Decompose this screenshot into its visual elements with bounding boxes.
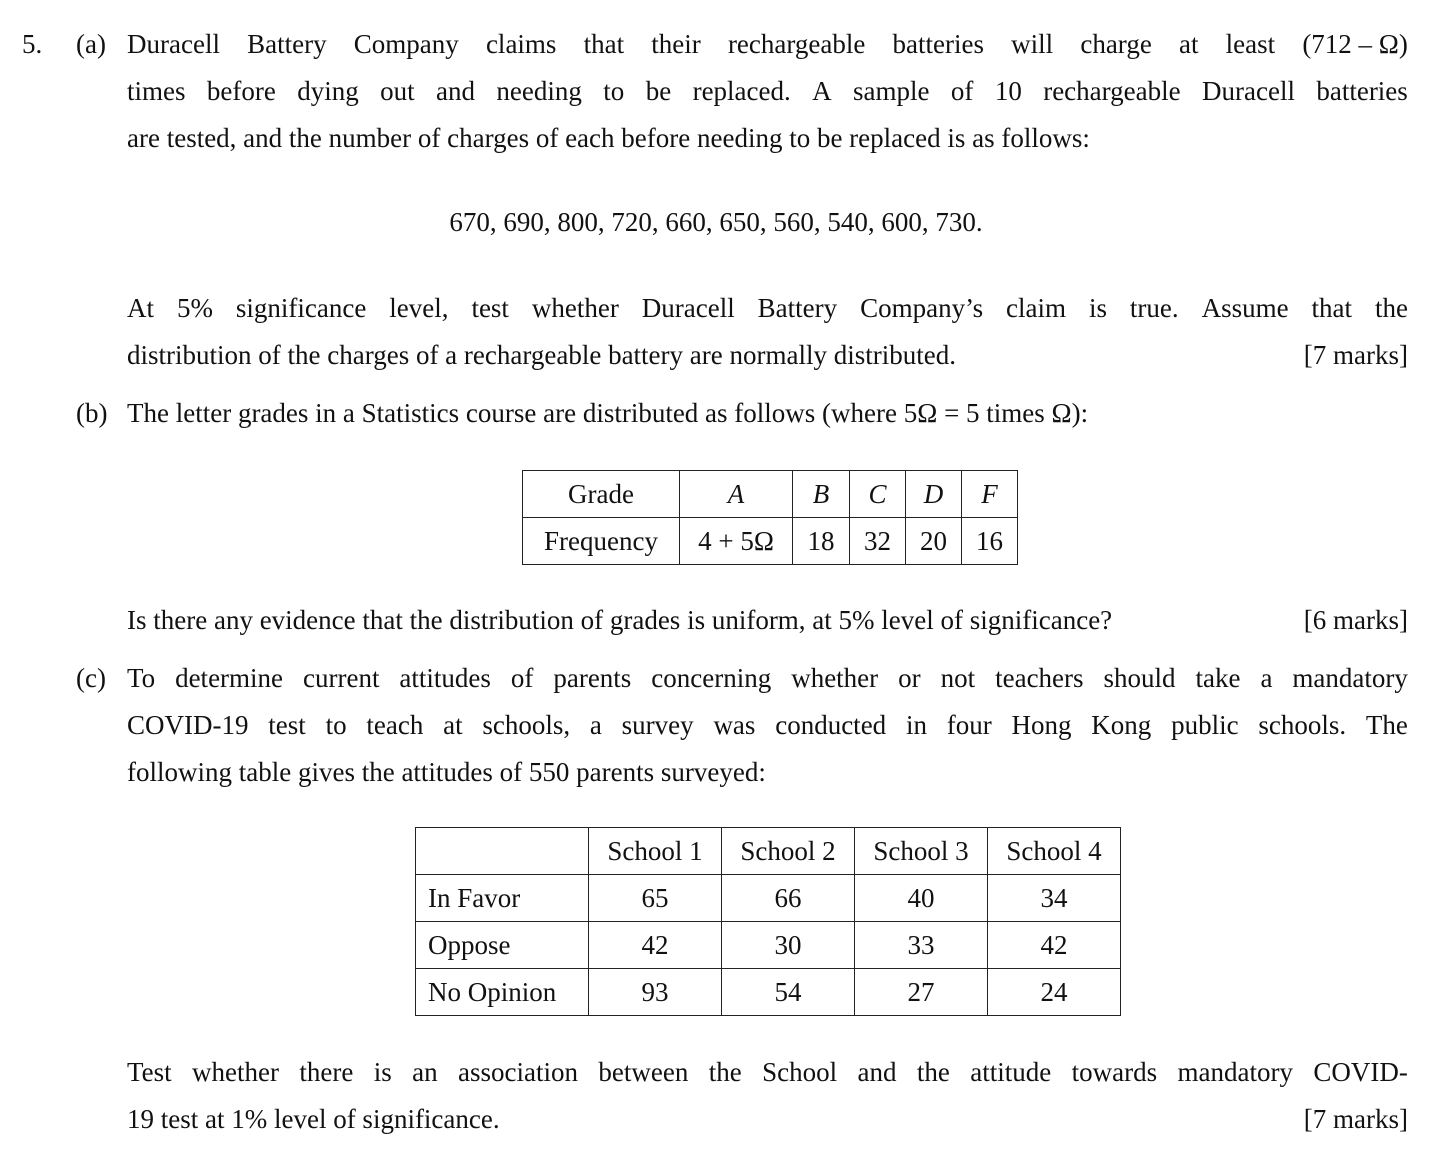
word: needing bbox=[496, 76, 582, 106]
count-cell: 93 bbox=[589, 969, 722, 1016]
part-a-line-1 bbox=[127, 26, 1408, 62]
word: take bbox=[1195, 663, 1241, 693]
word: the bbox=[1374, 293, 1408, 323]
word: mandatory bbox=[1177, 1057, 1293, 1087]
word: four bbox=[946, 710, 992, 740]
count-cell: 24 bbox=[988, 969, 1121, 1016]
part-c-line-3: following table gives the attitudes of 550 parents surveyed: bbox=[127, 757, 766, 787]
word: Battery bbox=[247, 29, 327, 59]
word: concerning bbox=[651, 663, 772, 693]
word: and bbox=[857, 1057, 897, 1087]
word: The bbox=[1365, 710, 1408, 740]
word: attitude bbox=[970, 1057, 1052, 1087]
part-a-line-3: are tested, and the number of charges of each before needing to be replaced is as follows: bbox=[127, 123, 1090, 153]
word: Company bbox=[353, 29, 459, 59]
word: A bbox=[812, 76, 832, 106]
word: their bbox=[651, 29, 701, 59]
word: test bbox=[268, 710, 306, 740]
grade-cell: C bbox=[850, 471, 906, 518]
attitude-row-label: In Favor bbox=[416, 875, 589, 922]
word: a bbox=[1260, 663, 1273, 693]
word: will bbox=[1011, 29, 1054, 59]
word: 10 bbox=[994, 76, 1022, 106]
word: of bbox=[950, 76, 974, 106]
word: should bbox=[1103, 663, 1176, 693]
count-cell: 34 bbox=[988, 875, 1121, 922]
grade-row bbox=[523, 471, 1018, 518]
word: or bbox=[898, 663, 921, 693]
battery-charge-values: 670, 690, 800, 720, 660, 650, 560, 540, 600, 730. bbox=[449, 207, 983, 237]
word: rechargeable bbox=[1043, 76, 1181, 106]
word: teachers bbox=[995, 663, 1084, 693]
word: times bbox=[127, 76, 186, 106]
count-cell: 27 bbox=[855, 969, 988, 1016]
grade-row-header: Grade bbox=[523, 471, 680, 518]
word: Duracell bbox=[127, 29, 220, 59]
word: an bbox=[412, 1057, 438, 1087]
word: teach bbox=[366, 710, 424, 740]
word: mandatory bbox=[1292, 663, 1408, 693]
part-c-line-1 bbox=[127, 660, 1408, 696]
word: Duracell bbox=[1202, 76, 1295, 106]
word: to bbox=[325, 710, 347, 740]
part-c-marks: [7 marks] bbox=[1303, 1104, 1408, 1134]
part-a-line-4 bbox=[127, 290, 1408, 326]
grade-cell: D bbox=[906, 471, 962, 518]
word: COVID-19 bbox=[127, 710, 249, 740]
part-c-line-2 bbox=[127, 707, 1408, 743]
word: be bbox=[645, 76, 672, 106]
word: survey bbox=[621, 710, 694, 740]
school-header-row bbox=[416, 828, 1121, 875]
word: COVID- bbox=[1313, 1057, 1408, 1087]
frequency-cell: 16 bbox=[962, 518, 1018, 565]
word: sample bbox=[853, 76, 930, 106]
word: there bbox=[299, 1057, 354, 1087]
word: significance bbox=[235, 293, 367, 323]
word: current bbox=[303, 663, 380, 693]
word: batteries bbox=[1316, 76, 1408, 106]
word: To bbox=[127, 663, 156, 693]
word: that bbox=[1311, 293, 1353, 323]
count-cell: 65 bbox=[589, 875, 722, 922]
count-cell: 30 bbox=[722, 922, 855, 969]
school-column-header: School 1 bbox=[589, 828, 722, 875]
frequency-cell: 20 bbox=[906, 518, 962, 565]
table-row bbox=[416, 875, 1121, 922]
grade-cell: A bbox=[680, 471, 793, 518]
part-a-line-2 bbox=[127, 73, 1408, 109]
word: determine bbox=[175, 663, 284, 693]
word: dying bbox=[297, 76, 359, 106]
word: schools. bbox=[1258, 710, 1347, 740]
attitude-row-label: No Opinion bbox=[416, 969, 589, 1016]
word: at bbox=[443, 710, 463, 740]
count-cell: 40 bbox=[855, 875, 988, 922]
word: that bbox=[583, 29, 625, 59]
part-b-intro: The letter grades in a Statistics course are distributed as follows (where 5Ω = 5 times Ω): bbox=[127, 398, 1089, 428]
count-cell: 42 bbox=[988, 922, 1121, 969]
frequency-cell: 32 bbox=[850, 518, 906, 565]
count-cell: 42 bbox=[589, 922, 722, 969]
part-a-line-5: distribution of the charges of a rechargeable battery are normally distributed. bbox=[127, 340, 956, 370]
word: was bbox=[713, 710, 756, 740]
word: whether bbox=[192, 1057, 279, 1087]
word: Assume bbox=[1201, 293, 1289, 323]
word: charge bbox=[1080, 29, 1152, 59]
empty-corner-cell bbox=[416, 828, 589, 875]
part-c-line-5: 19 test at 1% level of significance. bbox=[127, 1104, 500, 1134]
word: test bbox=[471, 293, 509, 323]
word: out bbox=[380, 76, 415, 106]
word: parents bbox=[553, 663, 632, 693]
frequency-row bbox=[523, 518, 1018, 565]
word: between bbox=[598, 1057, 689, 1087]
word: public bbox=[1171, 710, 1239, 740]
part-a-marks: [7 marks] bbox=[1303, 340, 1408, 370]
school-column-header: School 3 bbox=[855, 828, 988, 875]
word: Test bbox=[127, 1057, 172, 1087]
table-row bbox=[416, 969, 1121, 1016]
word: is bbox=[373, 1057, 392, 1087]
part-c-line-4 bbox=[127, 1054, 1408, 1090]
word: At bbox=[127, 293, 154, 323]
count-cell: 33 bbox=[855, 922, 988, 969]
word: Hong bbox=[1011, 710, 1072, 740]
word: towards bbox=[1071, 1057, 1158, 1087]
grade-frequency-table bbox=[522, 470, 1018, 565]
word: at bbox=[1178, 29, 1199, 59]
word: (712 – Ω) bbox=[1302, 29, 1408, 59]
word: of bbox=[510, 663, 534, 693]
word: whether bbox=[531, 293, 619, 323]
part-b-marks: [6 marks] bbox=[1303, 605, 1408, 635]
word: School bbox=[762, 1057, 838, 1087]
word: before bbox=[206, 76, 276, 106]
word: association bbox=[458, 1057, 578, 1087]
word: Battery bbox=[757, 293, 838, 323]
part-b-question: Is there any evidence that the distribution of grades is uniform, at 5% level of significance? bbox=[127, 605, 1113, 635]
word: batteries bbox=[892, 29, 984, 59]
word: conducted bbox=[775, 710, 887, 740]
word: a bbox=[589, 710, 602, 740]
part-c-label: (c) bbox=[76, 663, 106, 693]
word: claim bbox=[1006, 293, 1067, 323]
school-column-header: School 4 bbox=[988, 828, 1121, 875]
word: is bbox=[1088, 293, 1107, 323]
word: least bbox=[1225, 29, 1276, 59]
word: replaced. bbox=[692, 76, 791, 106]
word: to bbox=[603, 76, 625, 106]
word: the bbox=[708, 1057, 742, 1087]
grade-cell: B bbox=[793, 471, 850, 518]
frequency-row-header: Frequency bbox=[523, 518, 680, 565]
word: true. bbox=[1129, 293, 1179, 323]
part-b-label: (b) bbox=[76, 398, 108, 428]
word: whether bbox=[791, 663, 879, 693]
frequency-cell: 4 + 5Ω bbox=[680, 518, 793, 565]
word: and bbox=[436, 76, 476, 106]
school-column-header: School 2 bbox=[722, 828, 855, 875]
part-a-label: (a) bbox=[76, 29, 106, 59]
word: not bbox=[940, 663, 976, 693]
word: 5% bbox=[176, 293, 213, 323]
school-attitude-table bbox=[415, 827, 1121, 1016]
word: Duracell bbox=[641, 293, 735, 323]
word: claims bbox=[485, 29, 557, 59]
count-cell: 66 bbox=[722, 875, 855, 922]
count-cell: 54 bbox=[722, 969, 855, 1016]
table-row bbox=[416, 922, 1121, 969]
word: Company’s bbox=[860, 293, 984, 323]
question-number: 5. bbox=[22, 29, 43, 59]
word: the bbox=[916, 1057, 950, 1087]
word: Kong bbox=[1091, 710, 1152, 740]
frequency-cell: 18 bbox=[793, 518, 850, 565]
word: rechargeable bbox=[727, 29, 866, 59]
word: in bbox=[905, 710, 927, 740]
word: level, bbox=[389, 293, 449, 323]
word: schools, bbox=[482, 710, 571, 740]
grade-cell: F bbox=[962, 471, 1018, 518]
attitude-row-label: Oppose bbox=[416, 922, 589, 969]
word: attitudes bbox=[399, 663, 491, 693]
